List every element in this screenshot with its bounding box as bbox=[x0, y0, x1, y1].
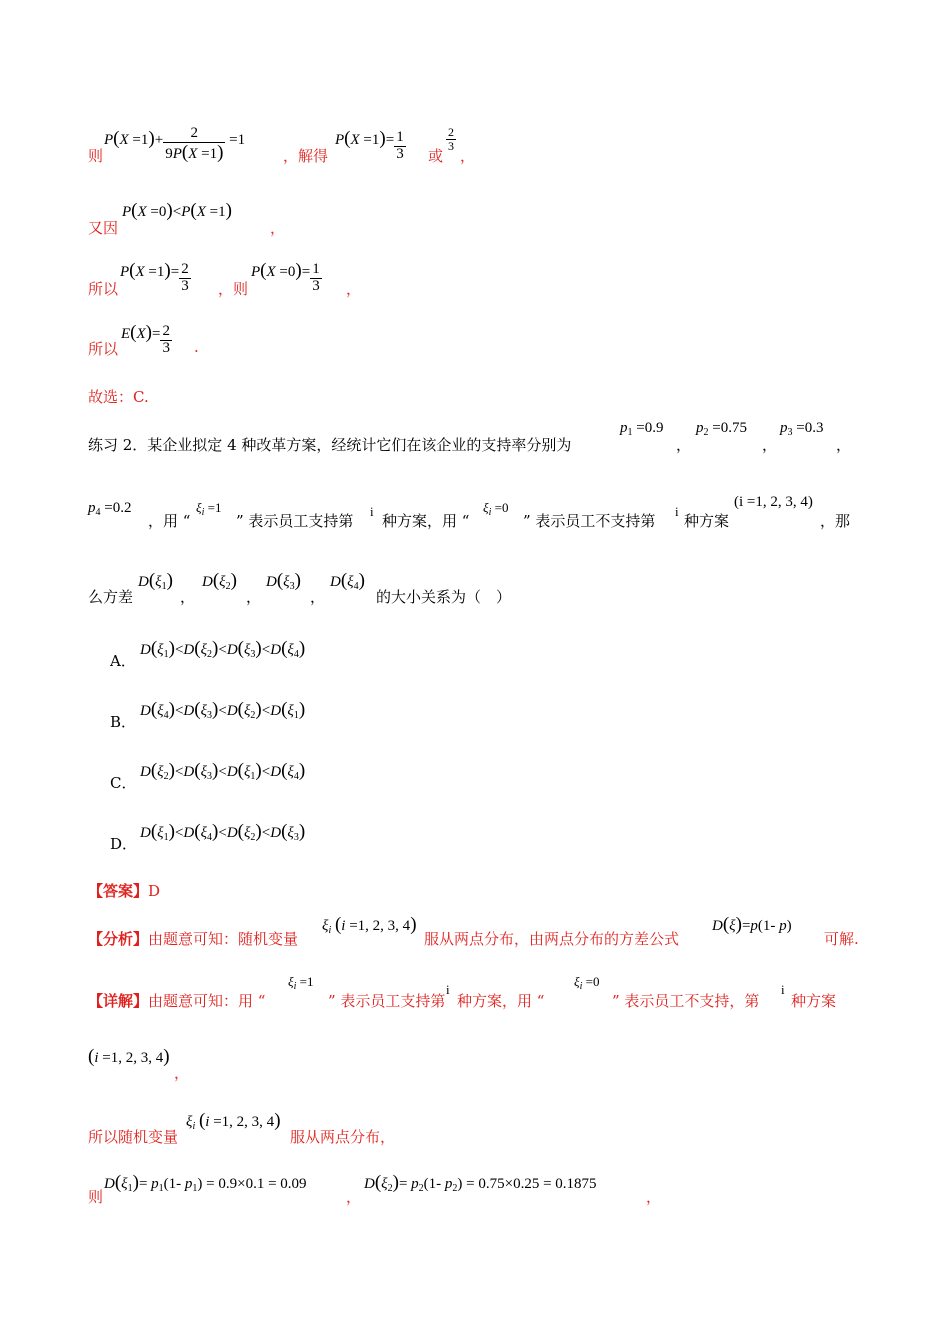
equation-prob-sum: P(X =1)+ $\frac{2}{9P(X =1)}$ =1 bbox=[104, 125, 246, 163]
option-c-formula: $D(\xi_2)<D(\xi_3)<D(\xi_1)<D(\xi_4)$ bbox=[140, 760, 306, 782]
equation-solve: P(X =1)= $\frac{1}{3}$ bbox=[335, 128, 404, 162]
conclusion-line: 故选：C. bbox=[88, 388, 149, 406]
answer-line: 【答案】D bbox=[88, 882, 161, 900]
option-a-formula: $D(\xi_1)<D(\xi_2)<D(\xi_3)<D(\xi_4)$ bbox=[140, 638, 306, 660]
option-c[interactable]: C． $D(\xi_2)<D(\xi_3)<D(\xi_1)<D(\xi_4)$ bbox=[110, 760, 306, 792]
option-b-formula: $D(\xi_4)<D(\xi_3)<D(\xi_2)<D(\xi_1)$ bbox=[140, 699, 306, 721]
variance-calc-line: 则 $D(\xi_1)= p_1(1-$ $p_1) = 0.9\times 0.1 = 0.09$ ， $D(\xi_2)= p_2(1-$ $p_2) = 0.75\times 0.25 = 0.1875$ ， bbox=[88, 1172, 662, 1206]
option-d-formula: $D(\xi_1)<D(\xi_4)<D(\xi_2)<D(\xi_3)$ bbox=[140, 821, 306, 843]
option-d[interactable]: D． $D(\xi_1)<D(\xi_4)<D(\xi_2)<D(\xi_3)$ bbox=[110, 821, 306, 853]
option-b[interactable]: B． $D(\xi_4)<D(\xi_3)<D(\xi_2)<D(\xi_1)$ bbox=[110, 699, 306, 731]
exercise-intro: 练习 2．某企业拟定 4 种改革方案，经统计它们在该企业的支持率分别为 $p_1 =0.9$ ， $p_2 =0.75$ ， $p_3 =0.3$ ， bbox=[88, 420, 852, 454]
exercise-line-3: 么方差 $D(\xi_1)$ ， $D(\xi_2)$ ， $D(\xi_3)$ ， $D(\xi_4)$ 的大小关系为（ ） bbox=[88, 570, 512, 606]
option-a[interactable]: A． $D(\xi_1)<D(\xi_2)<D(\xi_3)<D(\xi_4)$ bbox=[110, 638, 306, 670]
analysis-line: 【分析】由题意可知：随机变量 $\xi_i$ (i =1, 2, 3, 4) 服从两点分布，由两点分布的方差公式 D(ξ)=p(1- p) 可解. bbox=[88, 914, 859, 948]
detail-line: 【详解】由题意可知：用 “ $\xi_i =1$ ” 表示员工支持第 i 种方案，用 “ $\xi_i =0$ ” 表示员工不支持，第 i 种方案 bbox=[88, 974, 837, 1010]
random-variable-line: 所以随机变量 $\xi_i$ (i =1, 2, 3, 4) 服从两点分布， bbox=[88, 1110, 396, 1146]
